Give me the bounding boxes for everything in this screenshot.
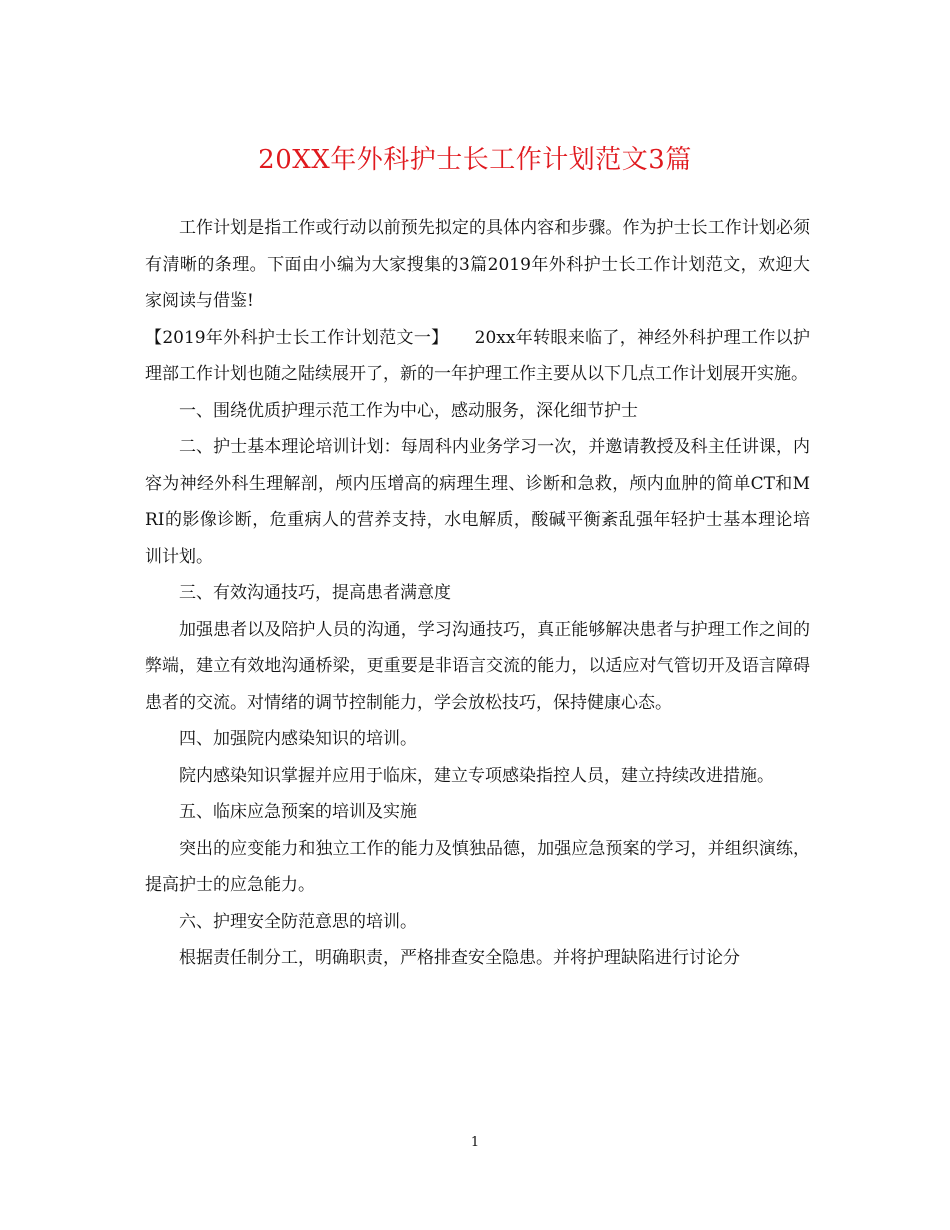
paragraph-item-1: 一、围绕优质护理示范工作为中心，感动服务，深化细节护士 [179,400,638,421]
document-title: 20XX年外科护士长工作计划范文3篇 [258,145,692,175]
paragraph-item-3-detail: 加强患者以及陪护人员的沟通，学习沟通技巧，真正能够解决患者与护理工作之间的弊端，建立有效地沟通桥梁，更重要是非语言交流的能力，以适应对气管切开及语言障碍患者的交流。对情绪的调节控制能力，学会放松技巧，保持健康心态。 [145,619,810,713]
paragraph-item-5-detail: 突出的应变能力和独立工作的能力及慎独品德，加强应急预案的学习，并组织演练，提高护士的应急能力。 [145,838,810,895]
paragraph-item-3: 三、有效沟通技巧，提高患者满意度 [179,583,451,603]
paragraph-section-heading: 【2019年外科护士长工作计划范文一】 20xx年转眼来临了，神经外科护理工作以护理部工作计划也随之陆续展开了，新的一年护理工作主要从以下几点工作计划展开实施。 [145,327,810,384]
paragraph-item-6: 六、护理安全防范意思的培训。 [179,911,417,932]
paragraph-intro: 工作计划是指工作或行动以前预先拟定的具体内容和步骤。作为护士长工作计划必须有清晰的条理。下面由小编为大家搜集的3篇2019年外科护士长工作计划范文，欢迎大家阅读与借鉴! [145,218,810,311]
paragraph-item-2: 二、护士基本理论培训计划：每周科内业务学习一次，并邀请教授及科主任讲课，内容为神经外科生理解剖，颅内压增高的病理生理、诊断和急救，颅内血肿的简单CT和MRI的影像诊断，危重病人的营养支持，水电解质，酸碱平衡紊乱强年轻护士基本理论培训计划。 [145,437,810,567]
document-body [145,210,810,977]
paragraph-item-6-detail: 根据责任制分工，明确职责，严格排查安全隐患。并将护理缺陷进行讨论分 [179,948,740,968]
paragraph-item-4: 四、加强院内感染知识的培训。 [179,729,417,749]
page-number: 1 [470,1135,480,1150]
paragraph-item-4-detail: 院内感染知识掌握并应用于临床，建立专项感染指控人员，建立持续改进措施。 [179,765,774,786]
paragraph-item-5: 五、临床应急预案的培训及实施 [179,802,417,822]
